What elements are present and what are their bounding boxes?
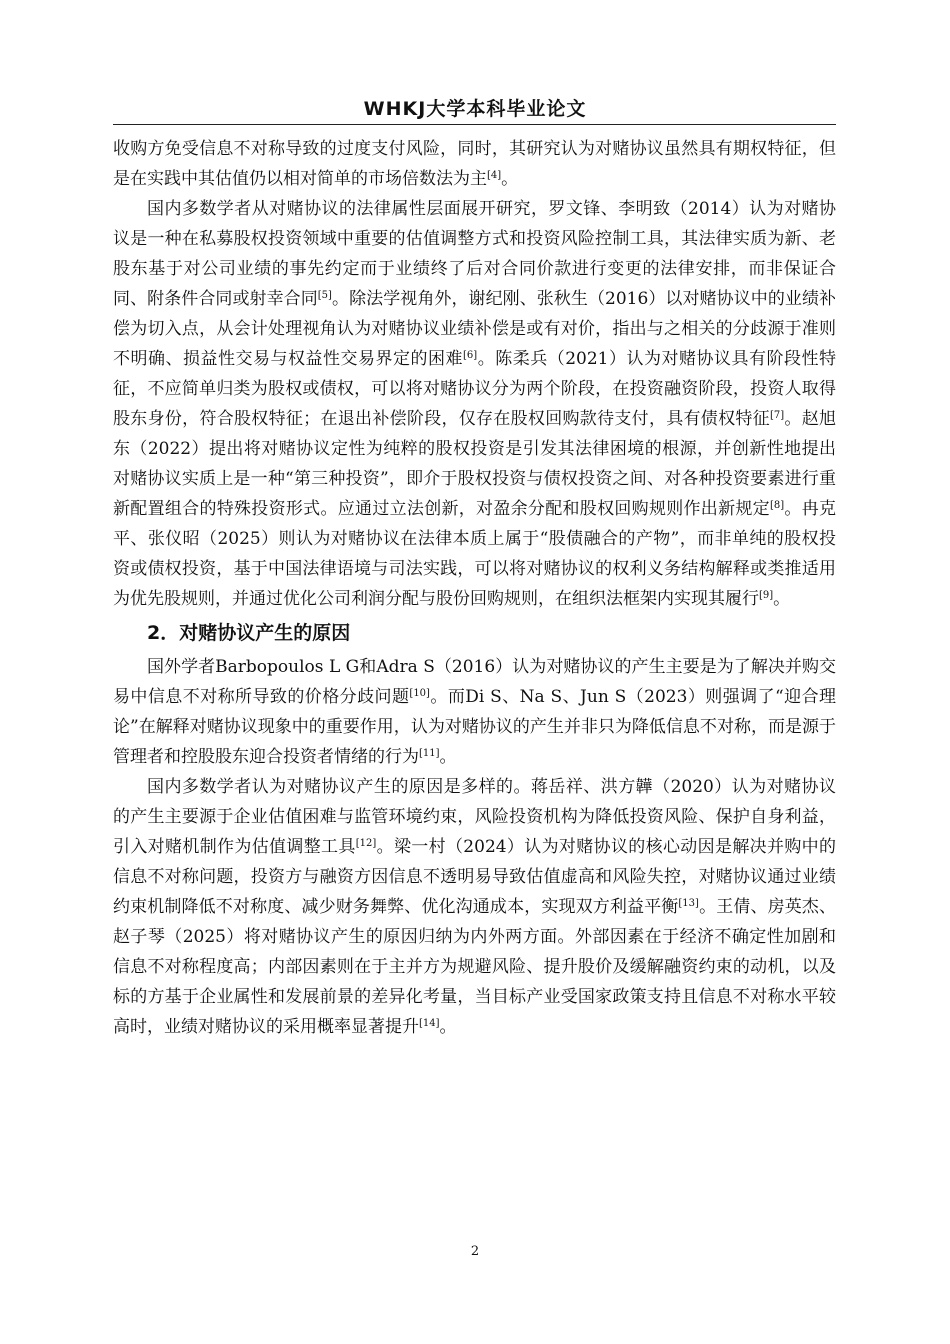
- citation-7: [7]: [769, 410, 785, 421]
- paragraph-1-text: 收购方免受信息不对称导致的过度支付风险，同时，其研究认为对赌协议虽然具有期权特征，但是在实践中其估值仍以相对简单的市场倍数法为主: [113, 139, 836, 189]
- paragraph-4-text-2: 。梁一村（2024）认为对赌协议的核心动因是解决并购中的信息不对称问题，投资方与融资方因信息不透明易导致估值虚高和风险失控，对赌协议通过业绩约束机制降低不对称度、减少财务舞弊、优化沟通成本，实现双方利益平衡: [113, 837, 837, 917]
- citation-5: [5]: [317, 290, 332, 301]
- running-header: WHKJ大学本科毕业论文: [363, 98, 587, 120]
- citation-4: [4]: [487, 170, 502, 181]
- citation-6: [6]: [463, 350, 478, 361]
- paragraph-4: [113, 772, 836, 1042]
- citation-8: [8]: [769, 500, 785, 511]
- paragraph-3: [113, 652, 836, 772]
- paragraph-2: [113, 194, 836, 614]
- header-rule: [113, 124, 836, 125]
- paragraph-2-text-5: 。冉克平、张仪昭（2025）则认为对赌协议在法律本质上属于“股债融合的产物”，而非单纯的股权投资或债权投资，基于中国法律语境与司法实践，可以将对赌协议的权利义务结构解释或类推适用为优先股规则，并通过优化公司利润分配与股份回购规则，在组织法框架内实现其履行: [113, 499, 837, 609]
- citation-13: [13]: [678, 898, 699, 909]
- paragraph-3-text-1: 国外学者Barbopoulos L G和Adra S（2016）认为对赌协议的产生主要是为了解决并购交易中信息不对称所导致的价格分歧问题: [113, 657, 836, 707]
- paragraph-2-text-1: 国内多数学者从对赌协议的法律属性层面展开研究，罗文锋、李明致（2014）认为对赌协议是一种在私募股权投资领域中重要的估值调整方式和投资风险控制工具，其法律实质为新、老股东基于对公司业绩的事先约定而于业绩终了后对合同价款进行变更的法律安排，而非保证合同、附条件合同或射幸合同: [113, 199, 836, 309]
- paragraph-2-text-4: 。赵旭东（2022）提出将对赌协议定性为纯粹的股权投资是引发其法律困境的根源，并创新性地提出对赌协议实质上是一种“第三种投资”，即介于股权投资与债权投资之间、对各种投资要素进行重新配置组合的特殊投资形式。应通过立法创新，对盈余分配和股权回购规则作出新规定: [113, 409, 837, 519]
- page-number: 2: [470, 1244, 480, 1259]
- paragraph-2-text-6: 。: [773, 589, 791, 609]
- paragraph-2-text-3: 。陈柔兵（2021）认为对赌协议具有阶段性特征，不应简单归类为股权或债权，可以将对赌协议分为两个阶段，在投资融资阶段，投资人取得股东身份，符合股权特征；在退出补偿阶段，仅存在股权回购款待支付，具有债权特征: [113, 349, 836, 429]
- citation-12: [12]: [355, 838, 377, 849]
- paragraph-4-text-3: 。王倩、房英杰、赵子琴（2025）将对赌协议产生的原因归纳为内外两方面。外部因素在于经济不确定性加剧和信息不对称程度高；内部因素则在于主并方为规避风险、提升股价及缓解融资约束的动机，以及标的方基于企业属性和发展前景的差异化考量，当目标产业受国家政策支持且信息不对称水平较高时，业绩对赌协议的采用概率显著提升: [113, 897, 837, 1037]
- paragraph-1-end: 。: [501, 169, 519, 189]
- citation-14: [14]: [419, 1018, 440, 1029]
- paragraph-3-text-3: 。: [439, 747, 457, 767]
- citation-9: [9]: [759, 590, 774, 601]
- citation-10: [10]: [409, 688, 430, 699]
- paragraph-4-text-4: 。: [439, 1017, 457, 1037]
- paragraph-4-text-1: 国内多数学者认为对赌协议产生的原因是多样的。蒋岳祥、洪方韡（2020）认为对赌协议的产生主要源于企业估值困难与监管环境约束，风险投资机构为降低投资风险、保护自身利益，引入对赌机制作为估值调整工具: [113, 777, 836, 857]
- citation-11: [11]: [419, 748, 440, 759]
- section-heading: 2．对赌协议产生的原因: [147, 622, 351, 644]
- paragraph-2-text-2: 。除法学视角外，谢纪刚、张秋生（2016）以对赌协议中的业绩补偿为切入点，从会计处理视角认为对赌协议业绩补偿是或有对价，指出与之相关的分歧源于准则不明确、损益性交易与权益性交易界定的困难: [113, 289, 837, 369]
- paragraph-3-text-2: 。而Di S、Na S、Jun S（2023）则强调了“迎合理论”在解释对赌协议现象中的重要作用，认为对赌协议的产生并非只为降低信息不对称，而是源于管理者和控股股东迎合投资者情绪的行为: [113, 687, 836, 767]
- paragraph-1: [113, 134, 836, 194]
- body-text: [113, 134, 836, 1042]
